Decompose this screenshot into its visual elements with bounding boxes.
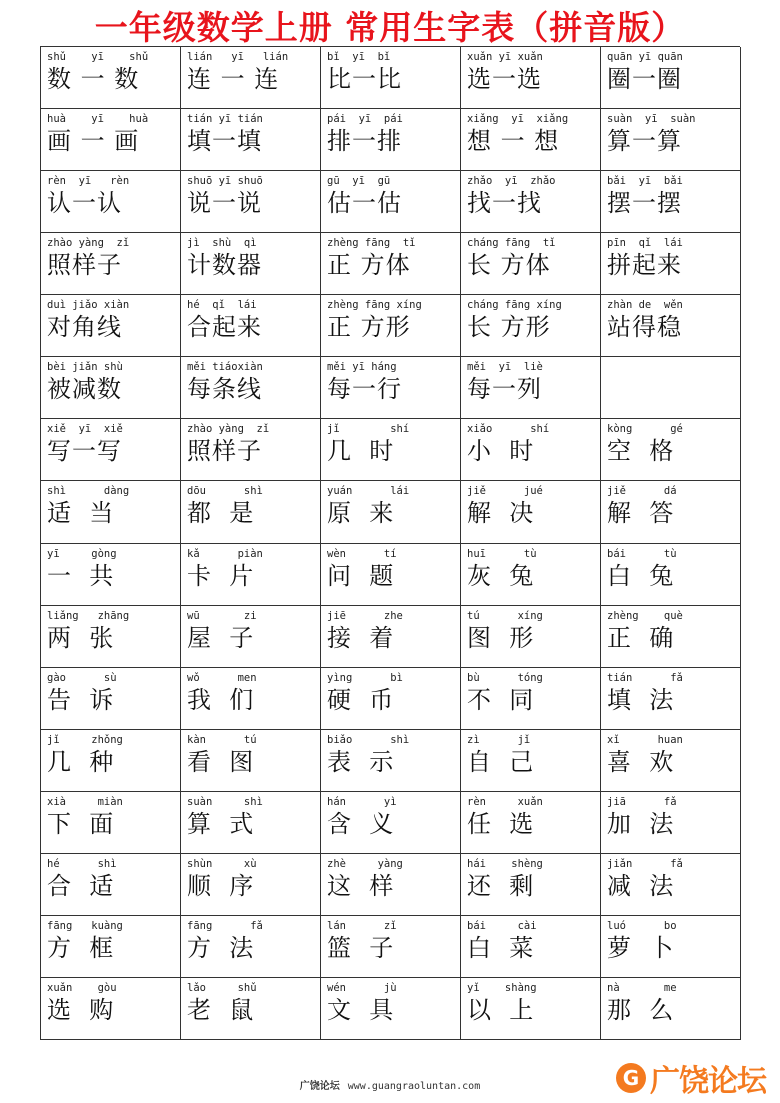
table-cell <box>601 978 741 1040</box>
table-cell <box>461 792 601 854</box>
hanzi-text: 几 时 <box>327 437 395 466</box>
pinyin-text: shǔ yī shǔ <box>47 51 149 63</box>
pinyin-text: zhàn de wěn <box>607 299 683 312</box>
hanzi-text: 比一比 <box>327 65 402 93</box>
hanzi-text: 告 诉 <box>47 685 115 714</box>
pinyin-text: hán yì <box>327 795 397 808</box>
hanzi-text: 估一估 <box>327 189 402 218</box>
hanzi-text: 每一列 <box>467 375 542 404</box>
table-cell <box>321 916 461 978</box>
pinyin-text: jǐ zhǒng <box>47 733 123 746</box>
table-cell <box>461 730 601 792</box>
pinyin-text: pīn qǐ lái <box>607 237 683 250</box>
table-cell <box>41 854 181 916</box>
hanzi-text: 对角线 <box>47 313 122 342</box>
table-cell <box>601 481 741 543</box>
hanzi-text: 被减数 <box>47 375 122 404</box>
table-cell <box>461 978 601 1040</box>
pinyin-text: yǐ shàng <box>467 981 537 994</box>
table-cell <box>41 668 181 730</box>
logo-icon: G <box>616 1063 646 1093</box>
pinyin-text: dōu shì <box>187 485 263 498</box>
pinyin-text: měi tiáoxiàn <box>187 361 263 374</box>
hanzi-text: 正 方体 <box>327 251 411 280</box>
hanzi-text: 想 一 想 <box>467 127 560 156</box>
hanzi-text: 表 示 <box>327 747 395 776</box>
pinyin-text: liǎng zhāng <box>47 609 130 622</box>
pinyin-text: zhào yàng zǐ <box>47 237 130 250</box>
table-cell <box>461 544 601 606</box>
hanzi-text: 说一说 <box>187 189 262 218</box>
hanzi-text: 硬 币 <box>327 685 395 714</box>
hanzi-text: 适 当 <box>47 499 115 528</box>
pinyin-text: jiē zhe <box>327 609 403 622</box>
hanzi-text: 写一写 <box>47 437 122 466</box>
hanzi-text: 方 法 <box>187 933 255 962</box>
table-cell <box>461 606 601 668</box>
pinyin-text: wén jù <box>327 981 397 994</box>
pinyin-text: kòng gé <box>607 423 683 436</box>
table-cell <box>601 419 741 481</box>
hanzi-text: 原 来 <box>327 499 395 528</box>
hanzi-text <box>607 374 734 404</box>
pinyin-text: bǎi yī bǎi <box>607 175 683 188</box>
table-cell <box>321 730 461 792</box>
pinyin-text: jiǎn fǎ <box>607 857 683 870</box>
table-cell <box>41 916 181 978</box>
hanzi-text: 文 具 <box>327 995 395 1024</box>
hanzi-text: 算 式 <box>187 809 255 838</box>
hanzi-text: 以 上 <box>467 995 535 1024</box>
pinyin-text: shì dàng <box>47 485 130 498</box>
pinyin-text <box>607 361 734 374</box>
hanzi-text: 白 菜 <box>467 933 535 962</box>
pinyin-text: fāng kuàng <box>47 919 123 932</box>
table-cell <box>321 854 461 916</box>
hanzi-text: 喜 欢 <box>607 747 675 776</box>
hanzi-text: 看 图 <box>187 747 255 776</box>
pinyin-text: wǒ men <box>187 671 257 684</box>
hanzi-text: 不 同 <box>467 685 535 714</box>
hanzi-text: 这 样 <box>327 871 395 900</box>
pinyin-text: tián yī tián <box>187 113 263 126</box>
hanzi-text: 长 方体 <box>467 251 551 280</box>
pinyin-text: zhào yàng zǐ <box>187 423 270 436</box>
pinyin-text: xuǎn gòu <box>47 981 117 994</box>
pinyin-text: cháng fāng tǐ <box>467 237 556 250</box>
pinyin-text: bǐ yī bǐ <box>327 51 391 63</box>
table-cell <box>601 668 741 730</box>
table-cell <box>181 916 321 978</box>
table-cell <box>181 109 321 171</box>
pinyin-text: suàn yī suàn <box>607 113 696 126</box>
pinyin-text: bái tù <box>607 547 677 560</box>
pinyin-text: hé shì <box>47 857 117 870</box>
pinyin-text: shùn xù <box>187 857 257 870</box>
vocabulary-table <box>40 46 740 1040</box>
pinyin-text: bái cài <box>467 919 537 932</box>
hanzi-text: 画 一 画 <box>47 127 140 156</box>
hanzi-text: 合 适 <box>47 871 115 900</box>
hanzi-text: 接 着 <box>327 623 395 652</box>
pinyin-text: suàn shì <box>187 795 263 808</box>
table-cell <box>41 419 181 481</box>
table-cell <box>321 606 461 668</box>
table-cell <box>41 792 181 854</box>
table-cell <box>461 171 601 233</box>
pinyin-text: wèn tí <box>327 547 397 560</box>
table-cell <box>601 792 741 854</box>
pinyin-text: hé qǐ lái <box>187 299 257 312</box>
hanzi-text: 连 一 连 <box>187 65 280 93</box>
table-cell <box>41 544 181 606</box>
hanzi-text: 找一找 <box>467 189 542 218</box>
hanzi-text: 照样子 <box>187 437 262 466</box>
pinyin-text: quān yī quān <box>607 51 683 63</box>
table-cell <box>461 854 601 916</box>
hanzi-text: 计数器 <box>187 251 262 280</box>
pinyin-text: jì shù qì <box>187 237 257 250</box>
pinyin-text: zhè yàng <box>327 857 403 870</box>
hanzi-text: 白 兔 <box>607 561 675 590</box>
table-cell <box>321 357 461 419</box>
hanzi-text: 都 是 <box>187 499 255 528</box>
table-cell <box>461 109 601 171</box>
pinyin-text: gū yī gū <box>327 175 391 188</box>
pinyin-text: biǎo shì <box>327 733 410 746</box>
pinyin-text: bù tóng <box>467 671 543 684</box>
table-cell <box>601 730 741 792</box>
pinyin-text: xǐ huan <box>607 733 683 746</box>
pinyin-text: duì jiǎo xiàn <box>47 299 130 312</box>
table-cell <box>601 916 741 978</box>
table-cell <box>41 295 181 357</box>
table-cell <box>321 419 461 481</box>
pinyin-text: hái shèng <box>467 857 543 870</box>
hanzi-text: 下 面 <box>47 809 115 838</box>
hanzi-text: 任 选 <box>467 809 535 838</box>
pinyin-text: cháng fāng xíng <box>467 299 562 312</box>
pinyin-text: huī tù <box>467 547 537 560</box>
hanzi-text: 解 答 <box>607 499 675 528</box>
table-cell <box>321 233 461 295</box>
table-cell <box>321 171 461 233</box>
table-cell <box>41 233 181 295</box>
hanzi-text: 填一填 <box>187 127 262 156</box>
hanzi-text: 空 格 <box>607 437 675 466</box>
hanzi-text: 照样子 <box>47 251 122 280</box>
hanzi-text: 摆一摆 <box>607 189 682 218</box>
pinyin-text: shuō yī shuō <box>187 175 263 188</box>
table-cell <box>461 295 601 357</box>
table-cell <box>601 295 741 357</box>
table-cell <box>321 792 461 854</box>
pinyin-text: zhèng fāng tǐ <box>327 237 416 250</box>
pinyin-text: měi yī háng <box>327 361 397 374</box>
table-cell <box>181 357 321 419</box>
table-cell <box>181 171 321 233</box>
pinyin-text: pái yī pái <box>327 113 403 126</box>
pinyin-text: měi yī liè <box>467 361 543 374</box>
pinyin-text: jiě jué <box>467 485 543 498</box>
pinyin-text: xiǎo shí <box>467 423 550 436</box>
hanzi-text: 拼起来 <box>607 251 682 280</box>
table-cell <box>181 606 321 668</box>
table-cell <box>321 544 461 606</box>
pinyin-text: huà yī huà <box>47 113 149 126</box>
table-cell <box>181 481 321 543</box>
hanzi-text: 正 方形 <box>327 313 411 342</box>
hanzi-text: 卡 片 <box>187 561 255 590</box>
pinyin-text: xuǎn yī xuǎn <box>467 51 543 63</box>
hanzi-text: 含 义 <box>327 809 395 838</box>
page-title: 一年级数学上册 常用生字表（拼音版） <box>94 8 686 47</box>
pinyin-text: xiě yī xiě <box>47 423 123 436</box>
footer-url[interactable]: www.guangraoluntan.com <box>347 1081 481 1092</box>
table-cell <box>181 668 321 730</box>
table-cell <box>321 481 461 543</box>
logo-text: 广饶论坛 <box>650 1064 766 1099</box>
table-cell <box>461 357 601 419</box>
pinyin-text: xià miàn <box>47 795 123 808</box>
table-cell <box>601 854 741 916</box>
hanzi-text: 灰 兔 <box>467 561 535 590</box>
hanzi-text: 老 鼠 <box>187 995 255 1024</box>
pinyin-text: zhǎo yī zhǎo <box>467 175 556 188</box>
pinyin-text: gào sù <box>47 671 117 684</box>
table-cell <box>181 792 321 854</box>
pinyin-text: tián fǎ <box>607 671 683 684</box>
hanzi-text: 两 张 <box>47 623 115 652</box>
table-cell <box>181 233 321 295</box>
pinyin-text: kàn tú <box>187 733 257 746</box>
pinyin-text: zì jǐ <box>467 733 531 746</box>
table-cell <box>181 47 321 109</box>
table-cell <box>321 109 461 171</box>
hanzi-text: 方 框 <box>47 933 115 962</box>
table-cell <box>41 109 181 171</box>
hanzi-text: 站得稳 <box>607 313 682 342</box>
table-cell <box>321 668 461 730</box>
pinyin-text: jǐ shí <box>327 423 410 436</box>
hanzi-text: 萝 卜 <box>607 933 675 962</box>
table-cell <box>41 481 181 543</box>
table-cell <box>461 419 601 481</box>
table-cell <box>181 295 321 357</box>
hanzi-text: 算一算 <box>607 127 682 156</box>
hanzi-text: 每一行 <box>327 375 402 404</box>
table-cell <box>461 668 601 730</box>
hanzi-text: 问 题 <box>327 561 395 590</box>
pinyin-text: rèn xuǎn <box>467 795 543 808</box>
pinyin-text: luó bo <box>607 919 677 932</box>
table-cell <box>601 109 741 171</box>
hanzi-text: 每条线 <box>187 375 262 404</box>
hanzi-text: 减 法 <box>607 871 675 900</box>
table-cell <box>41 47 181 109</box>
pinyin-text: jiā fǎ <box>607 795 677 808</box>
table-cell <box>41 978 181 1040</box>
hanzi-text: 顺 序 <box>187 871 255 900</box>
table-cell <box>181 544 321 606</box>
pinyin-text: lián yī lián <box>187 51 289 63</box>
table-cell <box>181 730 321 792</box>
table-cell <box>321 295 461 357</box>
hanzi-text: 还 剩 <box>467 871 535 900</box>
table-cell <box>181 854 321 916</box>
pinyin-text: wū zi <box>187 609 257 622</box>
hanzi-text: 自 己 <box>467 747 535 776</box>
table-cell <box>41 730 181 792</box>
table-cell <box>601 357 741 419</box>
table-cell <box>601 171 741 233</box>
hanzi-text: 小 时 <box>467 437 535 466</box>
hanzi-text: 选 购 <box>47 995 115 1024</box>
table-cell <box>181 419 321 481</box>
hanzi-text: 图 形 <box>467 623 535 652</box>
pinyin-text: lǎo shǔ <box>187 981 257 994</box>
hanzi-text: 我 们 <box>187 685 255 714</box>
pinyin-text: nà me <box>607 981 677 994</box>
hanzi-text: 一 共 <box>47 561 115 590</box>
pinyin-text: yī gòng <box>47 547 117 560</box>
pinyin-text: lán zǐ <box>327 919 397 932</box>
pinyin-text: rèn yī rèn <box>47 175 130 188</box>
table-cell <box>601 233 741 295</box>
pinyin-text: bèi jiǎn shù <box>47 361 123 374</box>
table-cell <box>41 357 181 419</box>
pinyin-text: zhèng fāng xíng <box>327 299 422 312</box>
hanzi-text: 屋 子 <box>187 623 255 652</box>
table-cell <box>461 481 601 543</box>
hanzi-text: 圈一圈 <box>607 65 682 93</box>
table-cell <box>461 47 601 109</box>
pinyin-text: kǎ piàn <box>187 547 263 560</box>
pinyin-text: yìng bì <box>327 671 403 684</box>
hanzi-text: 正 确 <box>607 623 675 652</box>
hanzi-text: 填 法 <box>607 685 675 714</box>
table-cell <box>461 233 601 295</box>
footer-site-name: 广饶论坛 <box>299 1081 340 1092</box>
hanzi-text: 排一排 <box>327 127 402 156</box>
hanzi-text: 加 法 <box>607 809 675 838</box>
hanzi-text: 解 决 <box>467 499 535 528</box>
table-cell <box>601 47 741 109</box>
table-cell <box>181 978 321 1040</box>
pinyin-text: jiě dá <box>607 485 677 498</box>
table-cell <box>321 47 461 109</box>
table-cell <box>321 978 461 1040</box>
hanzi-text: 那 么 <box>607 995 675 1024</box>
hanzi-text: 认一认 <box>47 189 122 218</box>
table-cell <box>41 606 181 668</box>
hanzi-text: 长 方形 <box>467 313 551 342</box>
hanzi-text: 篮 子 <box>327 933 395 962</box>
table-cell <box>601 544 741 606</box>
hanzi-text: 选一选 <box>467 65 542 93</box>
pinyin-text: yuán lái <box>327 485 410 498</box>
table-cell <box>601 606 741 668</box>
hanzi-text: 合起来 <box>187 313 262 342</box>
hanzi-text: 几 种 <box>47 747 115 776</box>
pinyin-text: fāng fǎ <box>187 919 263 932</box>
site-logo <box>616 1058 766 1098</box>
hanzi-text: 数 一 数 <box>47 65 140 93</box>
pinyin-text: zhèng què <box>607 609 683 622</box>
pinyin-text: xiǎng yī xiǎng <box>467 113 569 126</box>
table-cell <box>461 916 601 978</box>
table-cell <box>41 171 181 233</box>
pinyin-text: tú xíng <box>467 609 543 622</box>
